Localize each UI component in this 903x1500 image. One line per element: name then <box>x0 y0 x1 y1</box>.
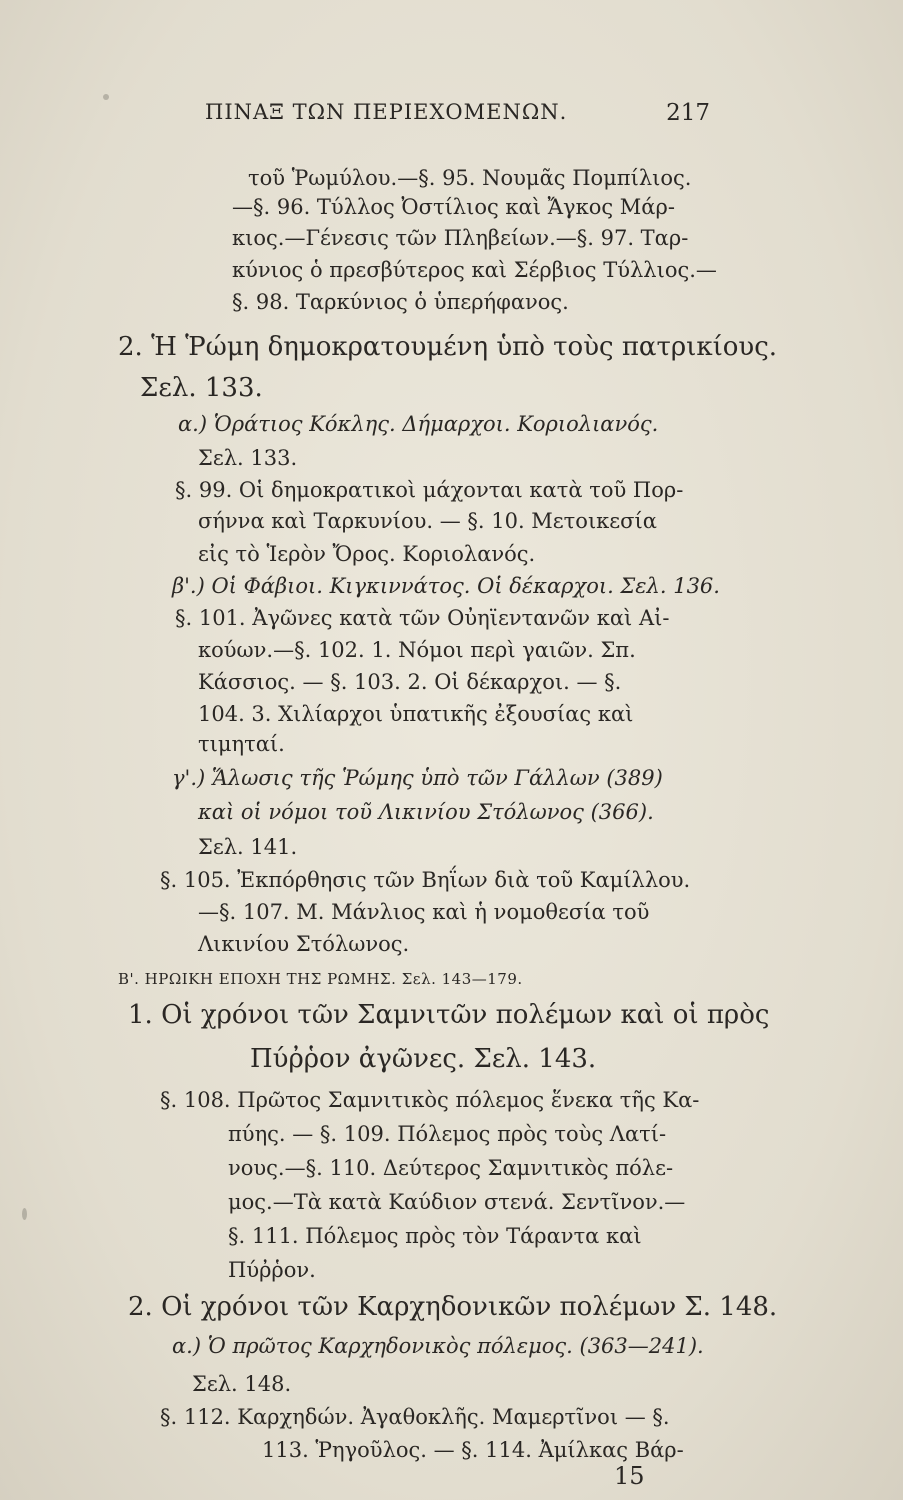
section-heading: Β'. ΗΡΩΙΚΗ ΕΠΟΧΗ ΤΗΣ ΡΩΜΗΣ. Σελ. 143—179. <box>118 970 523 988</box>
toc-line: νους.—§. 110. Δεύτερος Σαμνιτικὸς πόλε- <box>228 1156 674 1180</box>
toc-line: Σελ. 148. <box>192 1372 292 1396</box>
page-number: 217 <box>666 100 710 126</box>
toc-line: μος.—Τὰ κατὰ Καύδιον στενά. Σεντῖνον.— <box>228 1190 686 1214</box>
ink-speck <box>22 1208 27 1220</box>
toc-line: §. 99. Οἱ δημοκρατικοὶ μάχονται κατὰ τοῦ Πορ- <box>175 478 684 502</box>
toc-line: γ'.) Ἅλωσις τῆς Ῥώμης ὑπὸ τῶν Γάλλων (389) <box>172 766 663 790</box>
toc-line: Κάσσιος. — §. 103. 2. Οἱ δέκαρχοι. — §. <box>198 670 622 694</box>
running-title: ΠΙΝΑΞ ΤΩΝ ΠΕΡΙΕΧΟΜΕΝΩΝ. <box>205 100 568 124</box>
toc-line: 104. 3. Χιλίαρχοι ὑπατικῆς ἐξουσίας καὶ <box>198 702 634 726</box>
toc-line: §. 101. Ἀγῶνες κατὰ τῶν Οὐηϊεντανῶν καὶ Αἰ- <box>175 606 670 630</box>
toc-line: κούων.—§. 102. 1. Νόμοι περὶ γαιῶν. Σπ. <box>198 638 636 662</box>
toc-line: Πύῤῥον ἀγῶνες. Σελ. 143. <box>250 1044 597 1074</box>
toc-line: κιος.—Γένεσις τῶν Πληβείων.—§. 97. Ταρ- <box>232 226 689 250</box>
toc-line: τιμηταί. <box>198 732 285 756</box>
toc-line: πύης. — §. 109. Πόλεμος πρὸς τοὺς Λατί- <box>228 1122 667 1146</box>
toc-line: Σελ. 133. <box>198 446 298 470</box>
toc-line: τοῦ Ῥωμύλου.—§. 95. Νουμᾶς Πομπίλιος. <box>248 166 692 190</box>
toc-line: 1. Οἱ χρόνοι τῶν Σαμνιτῶν πολέμων καὶ οἱ πρὸς <box>128 1000 770 1030</box>
toc-line: —§. 107. Μ. Μάνλιος καὶ ἡ νομοθεσία τοῦ <box>198 900 650 924</box>
toc-line: §. 108. Πρῶτος Σαμνιτικὸς πόλεμος ἕνεκα τῆς Κα- <box>160 1088 700 1112</box>
toc-line: §. 105. Ἐκπόρθησις τῶν Βηΐων διὰ τοῦ Καμίλλου. <box>160 868 691 892</box>
page-header <box>205 100 710 140</box>
toc-line: α.) Ὁράτιος Κόκλης. Δήμαρχοι. Κοριολιανός. <box>178 412 659 436</box>
toc-line: καὶ οἱ νόμοι τοῦ Λικινίου Στόλωνος (366). <box>198 800 654 824</box>
toc-line: 2. Ἡ Ῥώμη δημοκρατουμένη ὑπὸ τοὺς πατρικίους. <box>118 332 778 362</box>
toc-line: §. 112. Καρχηδών. Ἀγαθοκλῆς. Μαμερτῖνοι — §. <box>160 1405 670 1429</box>
toc-line: Πύῤῥον. <box>228 1258 316 1282</box>
toc-line: κύνιος ὁ πρεσβύτερος καὶ Σέρβιος Τύλλιος.— <box>232 258 717 282</box>
toc-line: β'.) Οἱ Φάβιοι. Κιγκιννάτος. Οἱ δέκαρχοι. Σελ. 136. <box>172 574 720 598</box>
ink-speck <box>103 94 109 100</box>
toc-line: —§. 96. Τύλλος Ὀστίλιος καὶ Ἄγκος Μάρ- <box>232 195 675 219</box>
toc-line: Σελ. 133. <box>140 373 263 403</box>
toc-line: §. 111. Πόλεμος πρὸς τὸν Τάραντα καὶ <box>228 1224 642 1248</box>
toc-line: 2. Οἱ χρόνοι τῶν Καρχηδονικῶν πολέμων Σ. 148. <box>128 1292 778 1322</box>
toc-line: Λικινίου Στόλωνος. <box>198 932 410 956</box>
toc-line: σήννα καὶ Ταρκυνίου. — §. 10. Μετοικεσία <box>198 509 657 533</box>
toc-line: Σελ. 141. <box>198 835 298 859</box>
toc-line: εἰς τὸ Ἱερὸν Ὄρος. Κοριολανός. <box>198 542 536 566</box>
signature-mark: 15 <box>614 1462 645 1490</box>
toc-line: α.) Ὁ πρῶτος Καρχηδονικὸς πόλεμος. (363—241). <box>172 1334 704 1358</box>
toc-line: 113. Ῥηγοῦλος. — §. 114. Ἀμίλκας Βάρ- <box>262 1438 684 1462</box>
toc-line: §. 98. Ταρκύνιος ὁ ὑπερήφανος. <box>232 290 569 314</box>
